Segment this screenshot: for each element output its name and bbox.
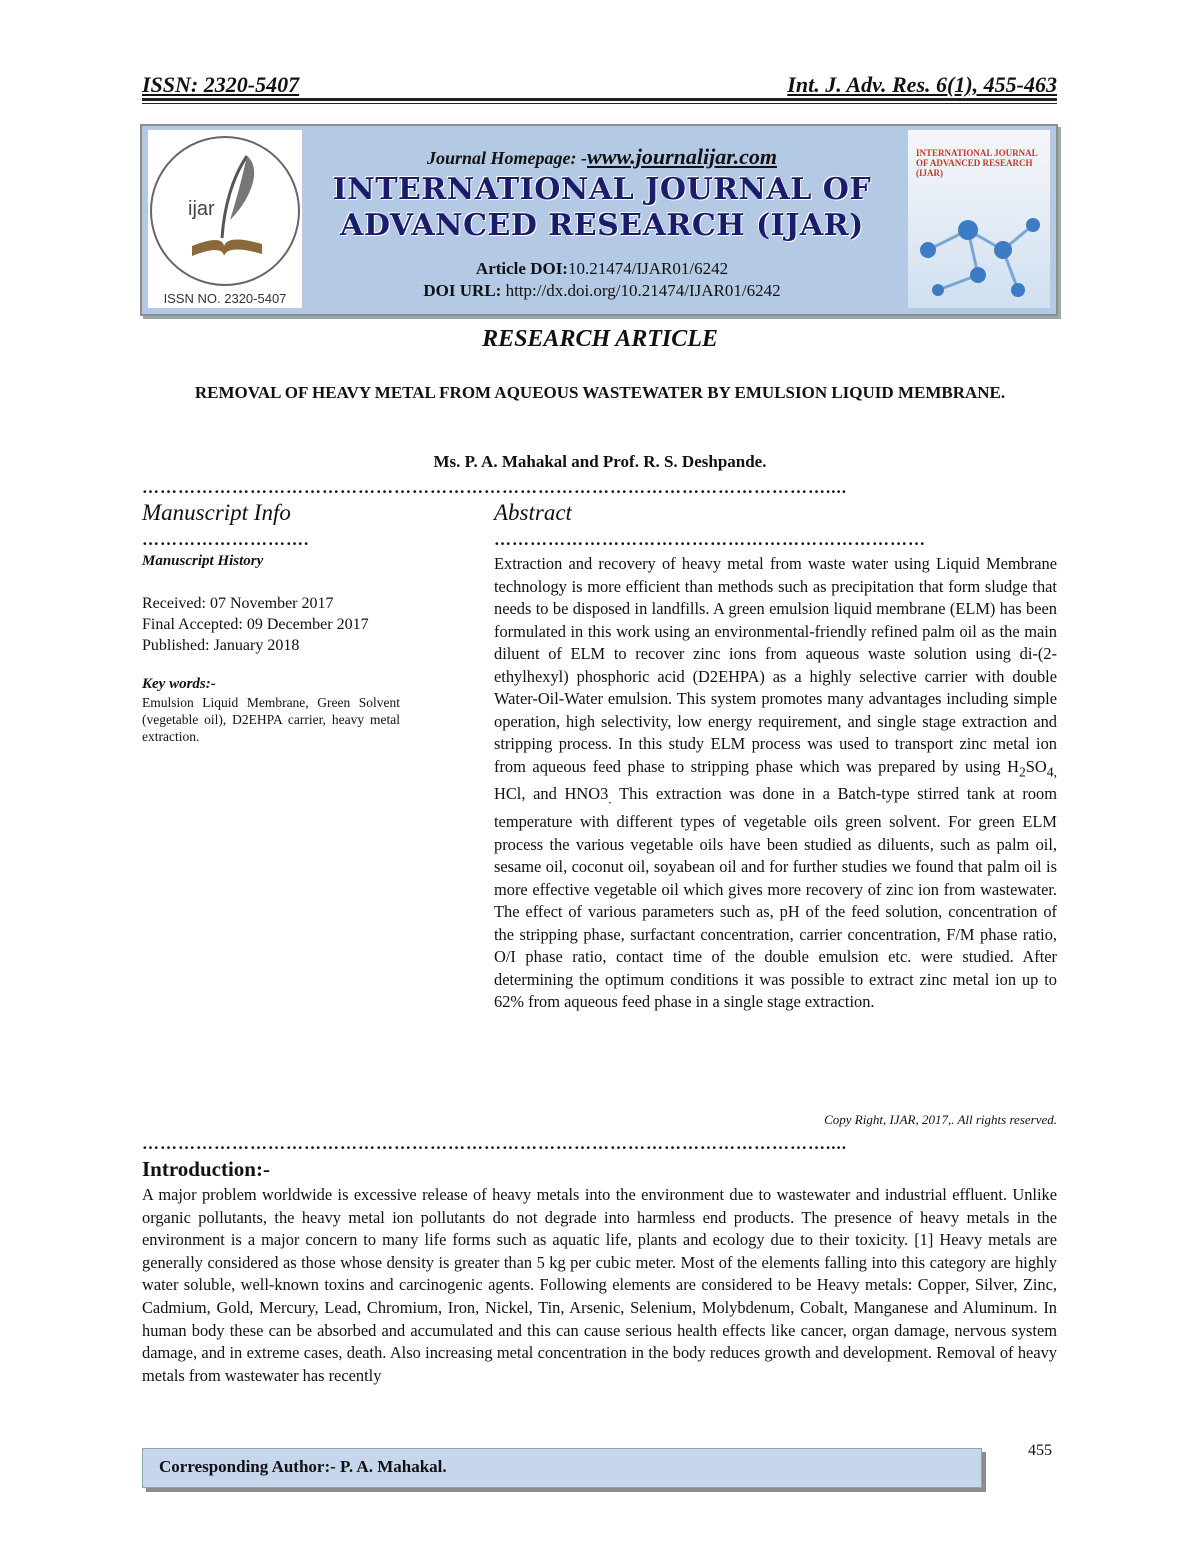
- homepage-label: Journal Homepage: -: [427, 148, 588, 168]
- introduction-heading: Introduction:-: [142, 1157, 270, 1181]
- formula-sub-dot: .: [608, 791, 612, 807]
- corresponding-author-box: [142, 1448, 982, 1488]
- manuscript-info-heading: Manuscript Info: [142, 500, 291, 525]
- logo-issn: ISSN NO. 2320-5407: [163, 291, 287, 306]
- abstract-text-3: This extraction was done in a Batch-type stirred tank at room temperature with different types of vegetable oils green solvent. For green ELM process the various vegetable oils have been studied as diluents, such as palm oil, sesame oil, coconut oil, soyabean oil and for further studies we found that palm oil is more effective vegetable oil which gives more recovery of zinc ion from wastewater. The effect of various parameters such as, pH of the feed solution, concentration of the stripping phase, surfactant concentration, carrier concentration, F/M phase ratio, O/I phase ratio, contact time of the double emulsion etc. were studied. After determining the optimum conditions it was possible to extract zinc metal ion up to 62% from aqueous feed phase in a single stage extraction.: [494, 784, 1057, 1012]
- article-type-label: RESEARCH ARTICLE: [482, 326, 718, 352]
- abstract-text-1: Extraction and recovery of heavy metal from waste water using Liquid Membrane technology is more efficient than methods such as precipitation that form sludge that needs to be disposed in landfills. A green emulsion liquid membrane (ELM) has been formulated in this work using an environmental-friendly refined palm oil as the main diluent of ELM to recover zinc ions from aqueous waste solution using di-(2-ethylhexyl) phosphoric acid (D2EHPA) as a highly selective carrier with double Water-Oil-Water emulsion. This system promotes many advantages including simple operation, high selectivity, low energy requirement, and single stage extraction and stripping process. In this study ELM process was used to transport zinc metal ion from aqueous feed phase to stripping phase which was prepared by using: [494, 554, 1057, 776]
- banner-center: [312, 144, 892, 302]
- formula-sub-2: 2: [1018, 763, 1026, 779]
- homepage-link[interactable]: www.journalijar.com: [587, 144, 777, 169]
- formula-h: H: [1007, 756, 1019, 776]
- page-number: 455: [1028, 1442, 1052, 1459]
- corresponding-author: Corresponding Author:- P. A. Mahakal.: [159, 1457, 447, 1476]
- separator-top: ……………………………………………………………………………………………………....: [142, 478, 847, 497]
- doi-block: [312, 258, 892, 302]
- separator-bottom: ……………………………………………………………………………………………………....: [142, 1134, 847, 1153]
- logo-seal: [150, 136, 300, 286]
- copyright-notice: Copy Right, IJAR, 2017,. All rights reserved.: [824, 1112, 1057, 1127]
- keywords-label: Key words:-: [142, 676, 216, 692]
- journal-banner: [140, 124, 1058, 316]
- published-date: Published: January 2018: [142, 637, 300, 654]
- manuscript-dates: [142, 593, 369, 656]
- header-rule: [142, 98, 1057, 101]
- abstract-text-2: HCl, and HNO3: [494, 784, 609, 804]
- separator-left: ……………………….: [142, 530, 310, 549]
- quill-book-icon: [152, 138, 298, 284]
- formula-so: SO: [1025, 756, 1047, 776]
- journal-homepage: [312, 144, 892, 170]
- running-header: [142, 72, 1057, 98]
- manuscript-history-label: Manuscript History: [142, 553, 264, 569]
- introduction-body: A major problem worldwide is excessive release of heavy metals into the environment due to wastewater and industrial effluent. Unlike organic pollutants, the heavy metal ion pollutants do not degrade into harmless end products. The presence of heavy metals in the environment is a major concern to many life forms such as aquatic life, plants and ecology due to their toxicity. [1] Heavy metals are generally considered as those whose density is greater than 5 kg per cubic meter. Most of the elements falling into this category are highly water soluble, well-known toxins and carcinogenic agents. Following elements are considered to be Heavy metals: Copper, Silver, Zinc, Cadmium, Gold, Mercury, Lead, Chromium, Iron, Nickel, Tin, Arsenic, Selenium, Molybdenum, Cobalt, Manganese and Aluminum. In human body these can be absorbed and accumulated and this can cause serious health effects like cancer, organ damage, nervous system damage, and in extreme cases, death. Also increasing metal concentration in the body reduces growth and development. Removal of heavy metals from wastewater has recently: [142, 1185, 1057, 1385]
- doi-url-label: DOI URL:: [423, 281, 502, 300]
- journal-name-line-1: INTERNATIONAL JOURNAL OF: [332, 172, 872, 207]
- journal-name-line-2: ADVANCED RESEARCH (IJAR): [340, 208, 864, 243]
- abstract-heading: Abstract: [494, 500, 572, 525]
- accepted-date: Final Accepted: 09 December 2017: [142, 616, 369, 633]
- separator-abstract: ………………………………………………………………: [494, 530, 926, 549]
- cover-title: INTERNATIONAL JOURNAL OF ADVANCED RESEARCH (IJAR): [916, 148, 1038, 178]
- journal-logo: [148, 130, 302, 308]
- author-list: Ms. P. A. Mahakal and Prof. R. S. Deshpande.: [433, 452, 767, 471]
- journal-name: [312, 172, 892, 244]
- article-doi: 10.21474/IJAR01/6242: [567, 259, 729, 278]
- keywords-text: Emulsion Liquid Membrane, Green Solvent (vegetable oil), D2EHPA carrier, heavy metal extraction.: [142, 695, 400, 744]
- article-doi-label: Article DOI:: [475, 259, 568, 278]
- doi-url-link[interactable]: http://dx.doi.org/10.21474/IJAR01/6242: [505, 281, 781, 300]
- formula-sub-4: 4,: [1046, 763, 1057, 779]
- header-rule-thin: [142, 103, 1057, 104]
- issn-text: ISSN: 2320-5407: [142, 72, 300, 97]
- logo-wordmark: ijar: [188, 198, 215, 220]
- journal-cover-image: [908, 130, 1050, 308]
- received-date: Received: 07 November 2017: [142, 595, 334, 612]
- paper-title: REMOVAL OF HEAVY METAL FROM AQUEOUS WASTEWATER BY EMULSION LIQUID MEMBRANE.: [194, 383, 1006, 402]
- citation-text: Int. J. Adv. Res. 6(1), 455-463: [787, 72, 1057, 97]
- abstract-body: [494, 553, 1057, 1014]
